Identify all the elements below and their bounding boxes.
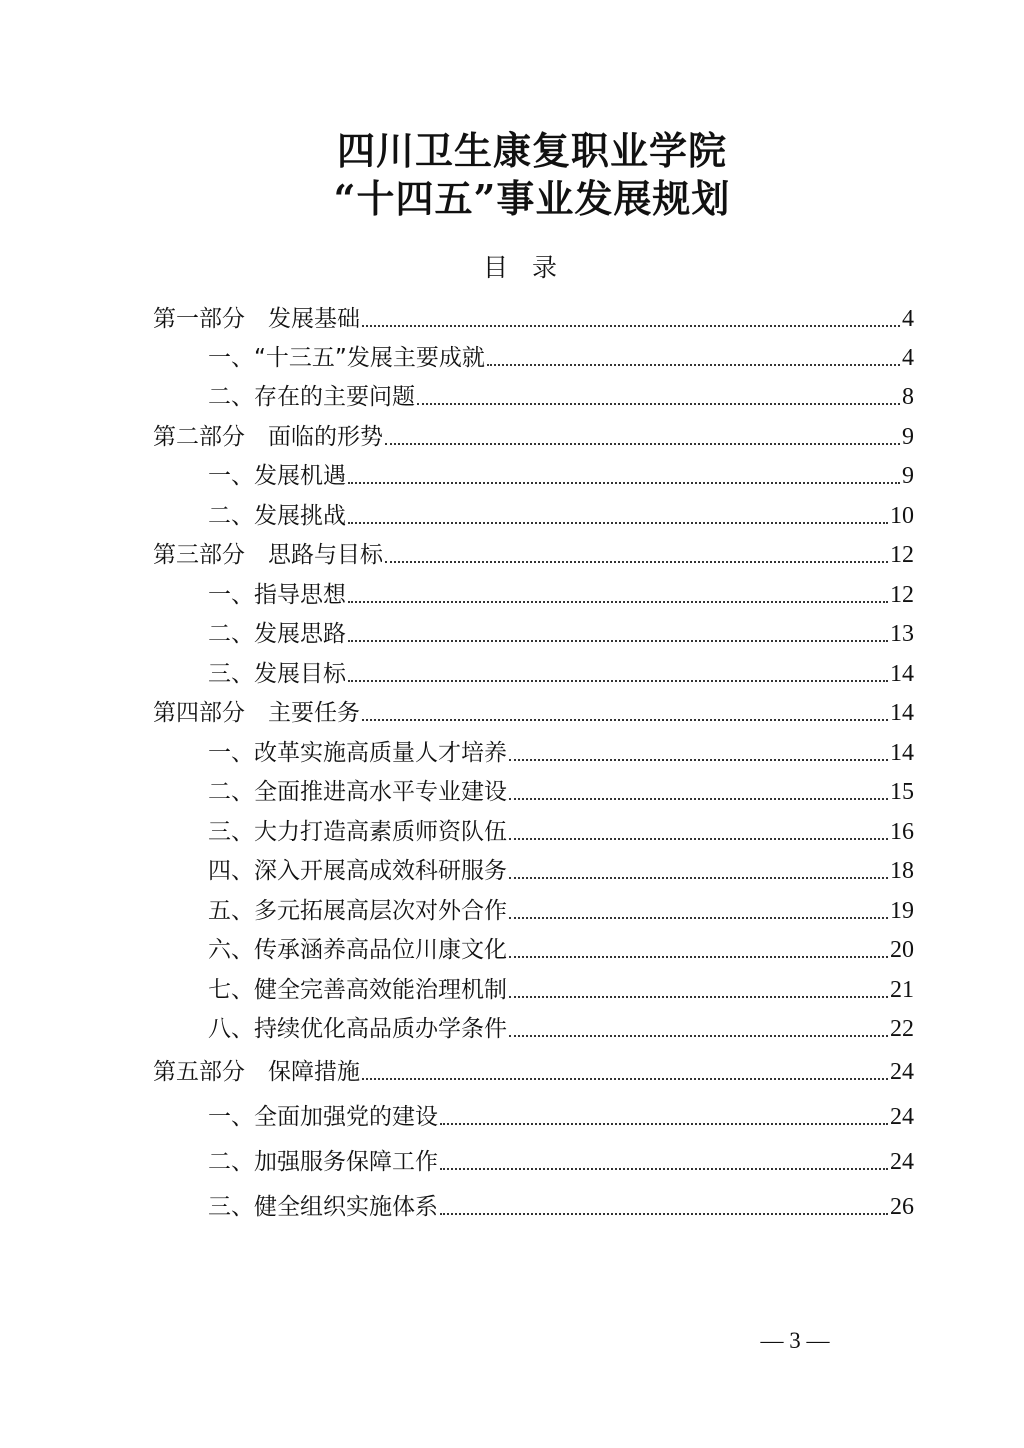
- toc-entry-part-4[interactable]: [153, 696, 914, 728]
- toc-dot-leader: [362, 1078, 888, 1080]
- toc-entry-label: 八、持续优化高品质办学条件: [208, 1016, 507, 1042]
- toc-entry-page: 9: [902, 463, 914, 489]
- toc-entry-part-5[interactable]: [153, 1055, 914, 1087]
- toc-entry-label: 一、全面加强党的建设: [208, 1104, 438, 1130]
- toc-entry-label: 五、多元拓展高层次对外合作: [208, 898, 507, 924]
- toc-entry-label: 第二部分 面临的形势: [153, 424, 383, 450]
- toc-entry-section[interactable]: [208, 1012, 914, 1044]
- toc-dot-leader: [440, 1213, 888, 1215]
- toc-entry-section[interactable]: [208, 933, 914, 965]
- toc-entry-page: 14: [890, 700, 914, 726]
- toc-dot-leader: [362, 719, 888, 721]
- toc-dot-leader: [509, 798, 888, 800]
- toc-entry-page: 9: [902, 424, 914, 450]
- toc-entry-page: 16: [890, 819, 914, 845]
- toc-entry-label: 二、加强服务保障工作: [208, 1149, 438, 1175]
- toc-entry-label: 第三部分 思路与目标: [153, 542, 383, 568]
- toc-entry-page: 24: [890, 1149, 914, 1175]
- toc-entry-section[interactable]: [208, 736, 914, 768]
- toc-dot-leader: [509, 917, 888, 919]
- toc-entry-label: 第四部分 主要任务: [153, 700, 360, 726]
- toc-entry-section[interactable]: [208, 341, 914, 373]
- toc-entry-section[interactable]: [208, 578, 914, 610]
- toc-dot-leader: [348, 482, 900, 484]
- toc-entry-label: 七、健全完善高效能治理机制: [208, 977, 507, 1003]
- toc-entry-page: 10: [890, 503, 914, 529]
- toc-entry-section[interactable]: [208, 854, 914, 886]
- toc-entry-section[interactable]: [208, 617, 914, 649]
- toc-entry-page: 14: [890, 661, 914, 687]
- toc-entry-page: 20: [890, 937, 914, 963]
- toc-entry-section[interactable]: [208, 973, 914, 1005]
- toc-dot-leader: [440, 1123, 888, 1125]
- toc-entry-label: 二、发展挑战: [208, 503, 346, 529]
- toc-entry-section[interactable]: [208, 894, 914, 926]
- toc-dot-leader: [487, 364, 900, 366]
- toc-dot-leader: [348, 680, 888, 682]
- toc-entry-page: 14: [890, 740, 914, 766]
- toc-entry-label: 一、改革实施高质量人才培养: [208, 740, 507, 766]
- toc-entry-part-1[interactable]: [153, 302, 914, 334]
- toc-dot-leader: [509, 996, 888, 998]
- toc-dot-leader: [362, 325, 900, 327]
- toc-entry-section[interactable]: [208, 1190, 914, 1222]
- toc-heading: 目录: [482, 253, 581, 282]
- toc-dot-leader: [385, 443, 900, 445]
- toc-entry-section[interactable]: [208, 1100, 914, 1132]
- toc-entry-part-3[interactable]: [153, 538, 914, 570]
- toc-entry-section[interactable]: [208, 459, 914, 491]
- toc-entry-label: 一、指导思想: [208, 582, 346, 608]
- toc-dot-leader: [509, 1035, 888, 1037]
- toc-entry-label: 六、传承涵养高品位川康文化: [208, 937, 507, 963]
- toc-entry-page: 19: [890, 898, 914, 924]
- document-title-line-2: “十四五”事业发展规划: [333, 176, 731, 221]
- toc-dot-leader: [417, 403, 900, 405]
- document-title-line-1: 四川卫生康复职业学院: [336, 128, 727, 173]
- toc-entry-page: 24: [890, 1059, 914, 1085]
- toc-entry-label: 第一部分 发展基础: [153, 306, 360, 332]
- toc-entry-page: 22: [890, 1016, 914, 1042]
- toc-dot-leader: [348, 601, 888, 603]
- toc-entry-label: 三、健全组织实施体系: [208, 1194, 438, 1220]
- toc-entry-label: 二、存在的主要问题: [208, 384, 415, 410]
- toc-entry-part-2[interactable]: [153, 420, 914, 452]
- toc-entry-label: 一、发展机遇: [208, 463, 346, 489]
- toc-entry-page: 4: [902, 345, 914, 371]
- toc-dot-leader: [348, 640, 888, 642]
- toc-entry-page: 15: [890, 779, 914, 805]
- toc-dot-leader: [509, 838, 888, 840]
- toc-entry-label: 二、发展思路: [208, 621, 346, 647]
- toc-entry-page: 12: [890, 582, 914, 608]
- toc-dot-leader: [509, 956, 888, 958]
- toc-entry-label: 三、大力打造高素质师资队伍: [208, 819, 507, 845]
- toc-entry-label: 一、“十三五”发展主要成就: [208, 345, 485, 371]
- toc-entry-section[interactable]: [208, 499, 914, 531]
- toc-entry-page: 8: [902, 384, 914, 410]
- toc-entry-label: 第五部分 保障措施: [153, 1059, 360, 1085]
- toc-entry-label: 二、全面推进高水平专业建设: [208, 779, 507, 805]
- toc-entry-label: 四、深入开展高成效科研服务: [208, 858, 507, 884]
- toc-entry-page: 18: [890, 858, 914, 884]
- toc-dot-leader: [385, 561, 888, 563]
- toc-entry-section[interactable]: [208, 380, 914, 412]
- toc-dot-leader: [509, 877, 888, 879]
- toc-entry-label: 三、发展目标: [208, 661, 346, 687]
- toc-entry-section[interactable]: [208, 1145, 914, 1177]
- toc-entry-page: 4: [902, 306, 914, 332]
- toc-dot-leader: [509, 759, 888, 761]
- toc-entry-section[interactable]: [208, 775, 914, 807]
- toc-entry-page: 21: [890, 977, 914, 1003]
- page-number: — 3 —: [760, 1328, 830, 1353]
- toc-entry-page: 24: [890, 1104, 914, 1130]
- toc-entry-section[interactable]: [208, 815, 914, 847]
- toc-entry-page: 12: [890, 542, 914, 568]
- toc-entry-page: 13: [890, 621, 914, 647]
- toc-entry-section[interactable]: [208, 657, 914, 689]
- toc-dot-leader: [348, 522, 888, 524]
- toc-entry-page: 26: [890, 1194, 914, 1220]
- toc-dot-leader: [440, 1168, 888, 1170]
